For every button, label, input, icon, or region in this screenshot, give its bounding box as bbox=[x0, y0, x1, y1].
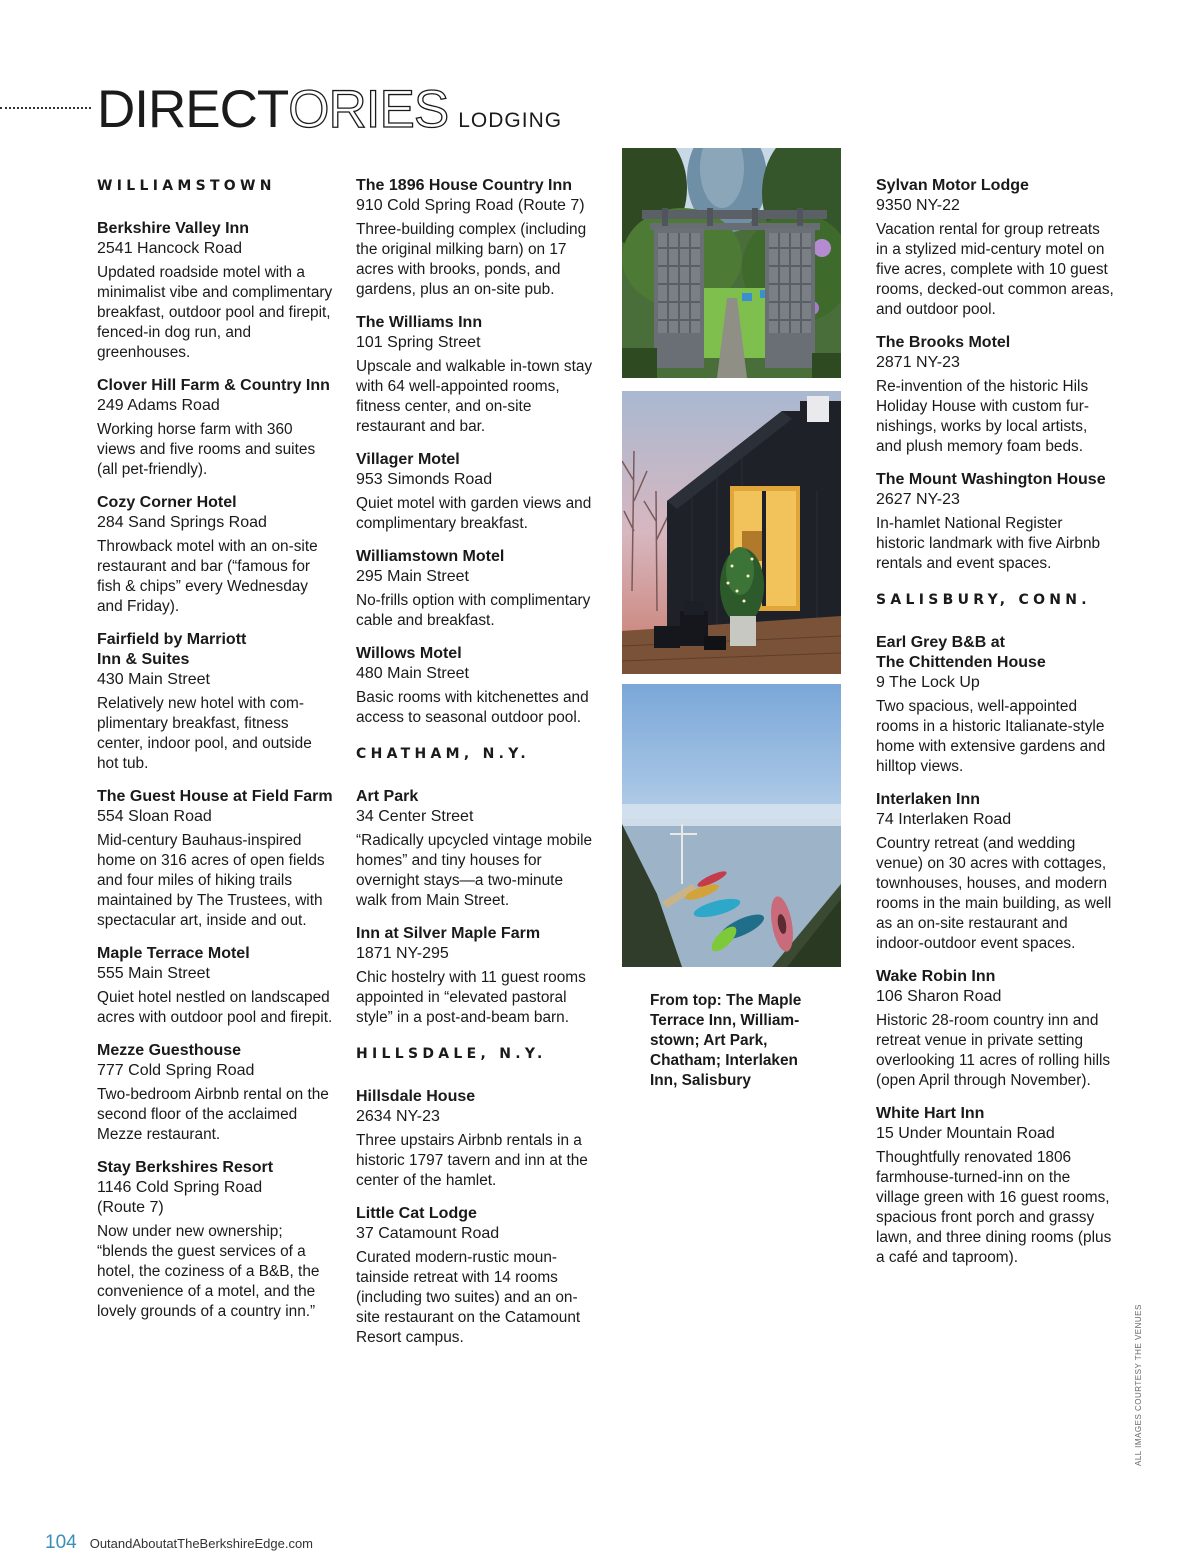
listing-address: 430 Main Street bbox=[97, 671, 210, 688]
photo-interlaken-inn bbox=[622, 684, 841, 967]
listing-address: 101 Spring Street bbox=[356, 334, 481, 351]
listing-address: 106 Sharon Road bbox=[876, 988, 1002, 1005]
site-url: OutandAboutatTheBerkshireEdge.com bbox=[89, 1536, 314, 1551]
lodging-listing bbox=[97, 376, 335, 480]
lodging-listing bbox=[876, 1104, 1114, 1268]
lodging-listing bbox=[876, 333, 1114, 457]
lodging-listing bbox=[356, 787, 596, 911]
listing-address: 1871 NY-295 bbox=[356, 945, 449, 962]
lodging-listing bbox=[876, 633, 1114, 777]
lodging-listing bbox=[97, 944, 335, 1028]
listing-description: Updated roadside motel with a minimalist vibe and complimentary breakfast, outdoor pool and firepit, fenced-in dog run, and greenhouses. bbox=[97, 264, 333, 361]
listing-address: 480 Main Street bbox=[356, 665, 469, 682]
lodging-listing bbox=[876, 967, 1114, 1091]
listing-name: Inn at Silver Maple Farm bbox=[356, 925, 541, 942]
listing-address: 284 Sand Springs Road bbox=[97, 514, 267, 531]
listing-name: Willows Motel bbox=[356, 645, 462, 662]
lodging-listing bbox=[876, 470, 1114, 574]
section-heading: CHATHAM, N.Y. bbox=[356, 746, 531, 762]
listing-address: 249 Adams Road bbox=[97, 397, 220, 414]
listing-address: 15 Under Mountain Road bbox=[876, 1125, 1055, 1142]
listing-description: Two spacious, well-appointed rooms in a historic Italianate-style home with extensive gardens and hilltop views. bbox=[876, 698, 1106, 775]
listing-description: Mid-century Bauhaus-inspired home on 316 acres of open fields and four miles of hiking trails maintained by The Trustees, with spectacular art, inside and out. bbox=[97, 832, 325, 929]
listing-address: 910 Cold Spring Road (Route 7) bbox=[356, 197, 585, 214]
listing-description: Quiet hotel nestled on landscaped acres with outdoor pool and firepit. bbox=[97, 989, 333, 1026]
listing-address: 34 Center Street bbox=[356, 808, 474, 825]
page-number: 104 bbox=[45, 1532, 77, 1553]
listing-name: Interlaken Inn bbox=[876, 791, 981, 808]
listing-description: Curated modern-rustic mountainside retreat with 14 rooms (including two suites) and an on-site restaurant on the Catamount Resort campus. bbox=[356, 1249, 581, 1346]
listing-address: 9350 NY-22 bbox=[876, 197, 960, 214]
listing-name: Berkshire Valley Inn bbox=[97, 220, 250, 237]
listing-name: Maple Terrace Motel bbox=[97, 945, 250, 962]
lodging-listing bbox=[356, 176, 596, 300]
listing-description: Chic hostelry with 11 guest rooms appointed in “elevated pastoral style” in a post-and-beam barn. bbox=[356, 969, 586, 1026]
listing-name: Stay Berkshires Resort bbox=[97, 1159, 274, 1176]
listing-description: Upscale and walkable in-town stay with 64 well-appointed rooms, fitness center, and on-site restaurant and bar. bbox=[356, 358, 593, 435]
masthead-subtitle: LODGING bbox=[458, 109, 563, 132]
photo-black-cabin-scene bbox=[622, 391, 841, 674]
listing-address: 554 Sloan Road bbox=[97, 808, 212, 825]
listing-name: Earl Grey B&B at The Chittenden House bbox=[876, 634, 1046, 671]
listing-address: 555 Main Street bbox=[97, 965, 210, 982]
lodging-listing bbox=[97, 493, 335, 617]
listing-name: Clover Hill Farm & Country Inn bbox=[97, 377, 330, 394]
listing-name: Mezze Guesthouse bbox=[97, 1042, 242, 1059]
section-heading: SALISBURY, CONN. bbox=[876, 592, 1091, 608]
header-dotted-rule bbox=[0, 107, 91, 109]
lodging-listing bbox=[356, 1087, 596, 1191]
lodging-listing bbox=[97, 630, 335, 774]
listing-description: Now under new ownership; “blends the guest services of a hotel, the coziness of a B&B, the convenience of a motel, and the lovely grounds of a country inn.” bbox=[97, 1223, 320, 1320]
listing-description: Re-invention of the historic Hils Holiday House with custom furnishings, works by local artists, and plush memory foam beds. bbox=[876, 378, 1089, 455]
directory-column-3 bbox=[876, 176, 1114, 1281]
section-heading: WILLIAMSTOWN bbox=[97, 178, 276, 194]
listing-description: Country retreat (and wedding venue) on 30 acres with cottages, townhouses, houses, and modern rooms in the main building, as well as an on-site restaurant and indoor-outdoor event spaces. bbox=[876, 835, 1112, 952]
photo-maple-terrace-inn bbox=[622, 148, 841, 378]
listing-address: 2541 Hancock Road bbox=[97, 240, 242, 257]
listing-name: Sylvan Motor Lodge bbox=[876, 177, 1029, 194]
listing-description: In-hamlet National Register historic landmark with five Airbnb rentals and event spaces. bbox=[876, 515, 1101, 572]
listing-address: 953 Simonds Road bbox=[356, 471, 493, 488]
listing-name: Little Cat Lodge bbox=[356, 1205, 477, 1222]
lodging-listing bbox=[876, 790, 1114, 954]
listing-address: 2634 NY-23 bbox=[356, 1108, 440, 1125]
photo-caption: From top: The Maple Terrace Inn, Williamstown; Art Park, Chatham; Interlaken Inn, Salisbury bbox=[650, 992, 802, 1089]
listing-description: Thoughtfully renovated 1806 farmhouse-turned-inn on the village green with 16 guest rooms, spacious front porch and grassy lawn, and three dining rooms (plus a café and taproom). bbox=[876, 1149, 1112, 1266]
listing-name: Wake Robin Inn bbox=[876, 968, 996, 985]
listing-address: 1146 Cold Spring Road (Route 7) bbox=[97, 1179, 263, 1216]
masthead-title-solid: DIRECT bbox=[97, 80, 289, 139]
lodging-listing bbox=[356, 924, 596, 1028]
lodging-listing bbox=[356, 644, 596, 728]
listing-description: No-frills option with complimentary cable and breakfast. bbox=[356, 592, 591, 629]
listing-description: Vacation rental for group retreats in a stylized mid-century motel on five acres, complete with 10 guest rooms, decked-out common areas, and outdoor pool. bbox=[876, 221, 1114, 318]
photo-credit: ALL IMAGES COURTESY THE VENUES bbox=[1134, 1304, 1143, 1466]
listing-description: Historic 28-room country inn and retreat venue in private setting overlooking 11 acres of rolling hills (open April through November). bbox=[876, 1012, 1111, 1089]
listing-name: The Mount Washington House bbox=[876, 471, 1106, 488]
lodging-listing bbox=[97, 219, 335, 363]
masthead bbox=[97, 79, 562, 139]
lodging-listing bbox=[356, 313, 596, 437]
listing-address: 777 Cold Spring Road bbox=[97, 1062, 255, 1079]
listing-description: Working horse farm with 360 views and five rooms and suites (all pet-friendly). bbox=[97, 421, 316, 478]
listing-name: Hillsdale House bbox=[356, 1088, 476, 1105]
lodging-listing bbox=[97, 1158, 335, 1322]
listing-address: 37 Catamount Road bbox=[356, 1225, 500, 1242]
listing-name: Villager Motel bbox=[356, 451, 460, 468]
listing-name: The Guest House at Field Farm bbox=[97, 788, 333, 805]
listing-address: 2871 NY-23 bbox=[876, 354, 960, 371]
photo-art-park-chatham bbox=[622, 391, 841, 674]
lodging-listing bbox=[356, 450, 596, 534]
listing-address: 74 Interlaken Road bbox=[876, 811, 1012, 828]
listing-description: Two-bedroom Airbnb rental on the second floor of the acclaimed Mezze restaurant. bbox=[97, 1086, 329, 1143]
listing-name: Art Park bbox=[356, 788, 419, 805]
listing-name: The 1896 House Country Inn bbox=[356, 177, 573, 194]
lodging-listing bbox=[356, 1204, 596, 1348]
directory-column-2 bbox=[356, 176, 596, 1361]
lodging-listing bbox=[97, 787, 335, 931]
listing-description: Quiet motel with garden views and complimentary breakfast. bbox=[356, 495, 592, 532]
photo-garden-pergola-scene bbox=[622, 148, 841, 378]
lodging-listing bbox=[97, 1041, 335, 1145]
listing-description: “Radically upcycled vintage mobile homes” and tiny houses for overnight stays—a two-minute walk from Main Street. bbox=[356, 832, 593, 909]
listing-name: The Williams Inn bbox=[356, 314, 483, 331]
photo-lake-kayaks-scene bbox=[622, 684, 841, 967]
masthead-title-outline: ORIES bbox=[288, 80, 449, 139]
listing-description: Three-building complex (including the original milking barn) on 17 acres with brooks, ponds, and gardens, plus an on-site pub. bbox=[356, 221, 587, 298]
lodging-listing bbox=[876, 176, 1114, 320]
listing-name: White Hart Inn bbox=[876, 1105, 985, 1122]
listing-name: Cozy Corner Hotel bbox=[97, 494, 237, 511]
listing-description: Three upstairs Airbnb rentals in a historic 1797 tavern and inn at the center of the hamlet. bbox=[356, 1132, 588, 1189]
listing-address: 9 The Lock Up bbox=[876, 674, 980, 691]
directory-column-1 bbox=[97, 176, 335, 1335]
page-footer bbox=[45, 1532, 313, 1554]
listing-address: 2627 NY-23 bbox=[876, 491, 960, 508]
listing-name: The Brooks Motel bbox=[876, 334, 1011, 351]
listing-description: Basic rooms with kitchenettes and access to seasonal outdoor pool. bbox=[356, 689, 589, 726]
listing-address: 295 Main Street bbox=[356, 568, 469, 585]
listing-name: Fairfield by Marriott Inn & Suites bbox=[97, 631, 247, 668]
lodging-listing bbox=[356, 547, 596, 631]
section-heading: HILLSDALE, N.Y. bbox=[356, 1046, 547, 1062]
listing-description: Relatively new hotel with complimentary breakfast, fitness center, indoor pool, and outside hot tub. bbox=[97, 695, 312, 772]
listing-description: Throwback motel with an on-site restaurant and bar (“famous for fish & chips” every Wednesday and Friday). bbox=[97, 538, 318, 615]
listing-name: Williamstown Motel bbox=[356, 548, 505, 565]
